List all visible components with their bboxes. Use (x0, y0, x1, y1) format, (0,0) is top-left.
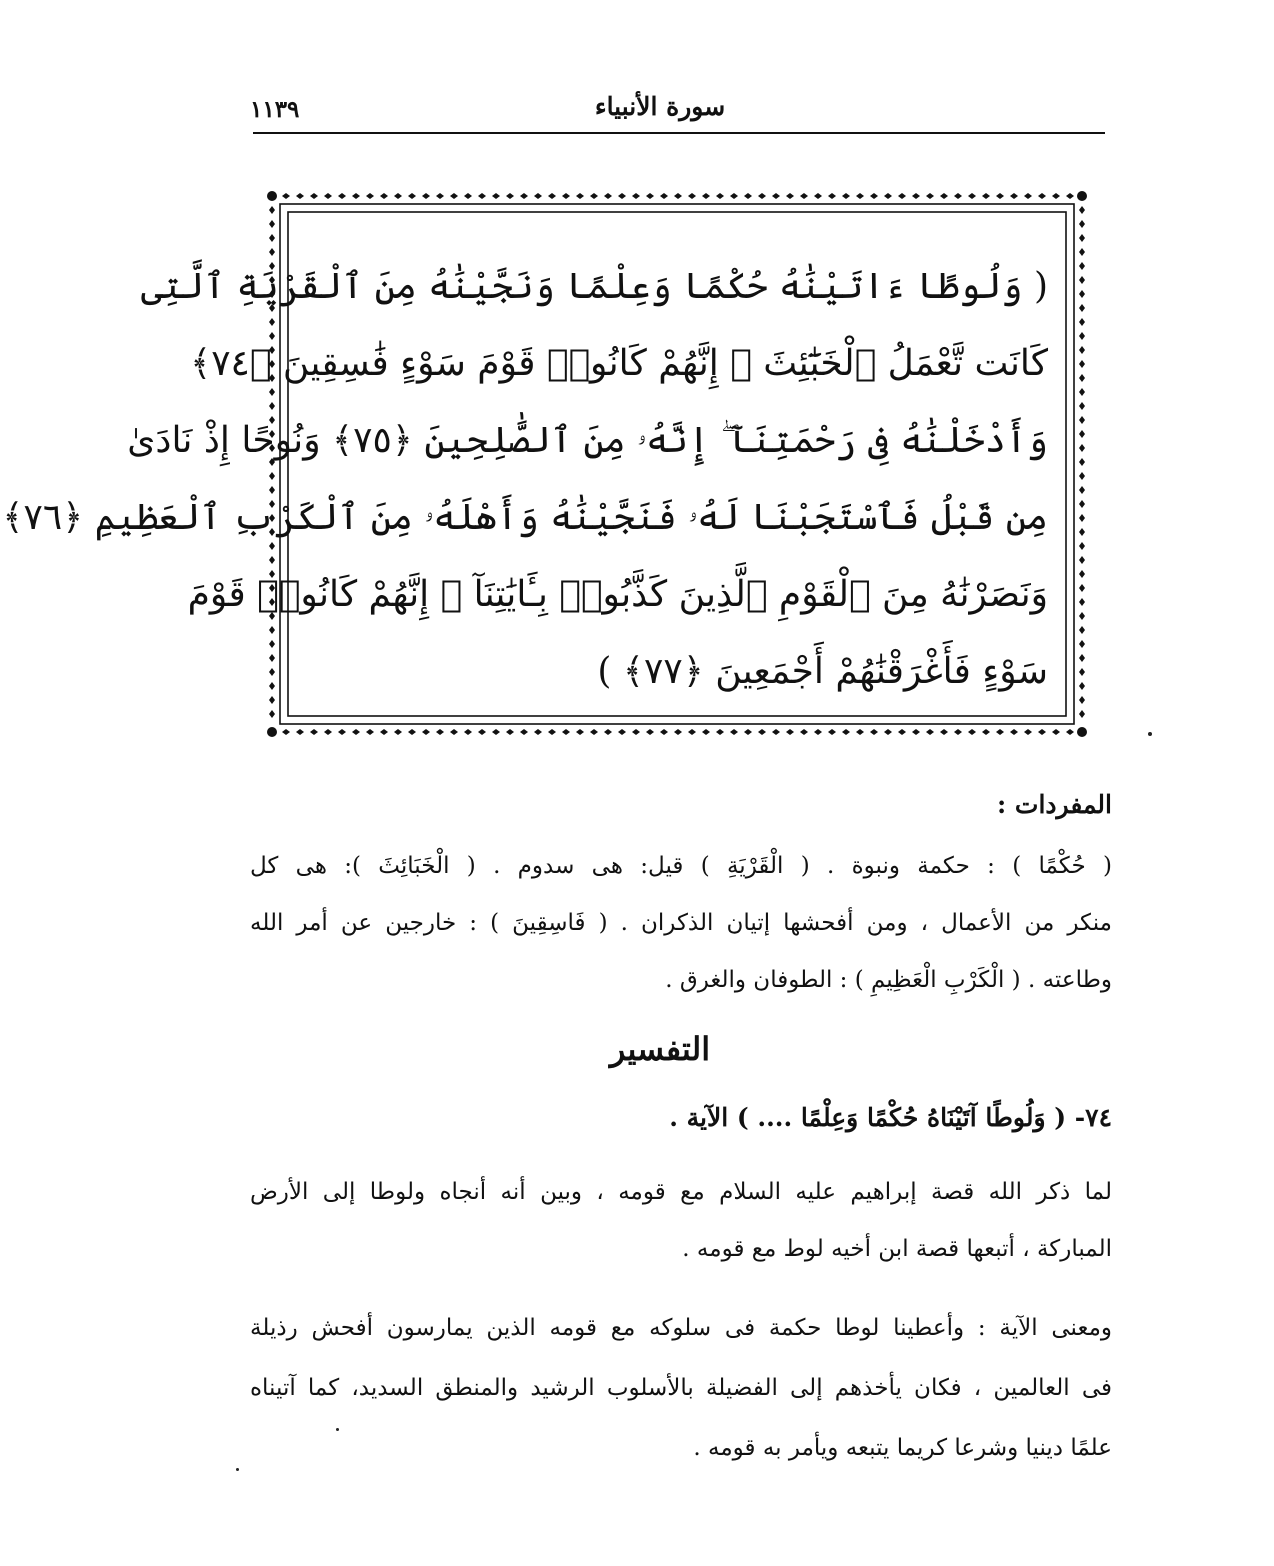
ornament-diamond (436, 729, 444, 735)
verse-line: وَنَصَرْنَٰهُ مِنَ ٱلْقَوْمِ ٱلَّذِينَ كَذَّبُوا۟ بِـَٔايَٰتِنَآ ۚ إِنَّهُمْ كَانُوا۟ قَوْمَ (187, 574, 1048, 615)
ornament-diamond (646, 729, 654, 735)
ornament-diamond (1038, 193, 1046, 199)
ornament-diamond (492, 193, 500, 199)
ornament-diamond (744, 729, 752, 735)
ornament-diamond (366, 729, 374, 735)
ornament-diamond (562, 193, 570, 199)
ornament-diamond (534, 193, 542, 199)
ornament-diamond (394, 729, 402, 735)
ornament-diamond (688, 729, 696, 735)
ornament-diamond (772, 193, 780, 199)
ornament-diamond (269, 696, 275, 704)
ornament-diamond (842, 193, 850, 199)
ornament-diamond (982, 729, 990, 735)
ornament-diamond (576, 729, 584, 735)
paragraph-line: ومعنى الآية : وأعطينا لوطا حكمة فى سلوكه مع قومه الذين يمارسون أفحش رذيلة (250, 1315, 1112, 1341)
ornament-diamond (548, 193, 556, 199)
ornament-diamond (1079, 346, 1085, 354)
ornament-diamond (1010, 193, 1018, 199)
ornament-diamond (828, 729, 836, 735)
ornament-diamond (1079, 290, 1085, 298)
ornament-diamond (1079, 514, 1085, 522)
ornament-diamond (464, 193, 472, 199)
ornament-diamond (758, 729, 766, 735)
ornament-diamond (1024, 193, 1032, 199)
ornament-diamond (520, 729, 528, 735)
ornament-diamond (338, 193, 346, 199)
vocabulary-line: منكر من الأعمال ، ومن أفحشها إتيان الذكران . ( فَاسِقِينَ ) : خارجين عن أمر الله (250, 910, 1112, 936)
paragraph-line: لما ذكر الله قصة إبراهيم عليه السلام مع قومه ، وبين أنه أنجاه ولوطا إلى الأرض (250, 1179, 1112, 1205)
ornament-diamond (1079, 486, 1085, 494)
page-number: ١١٣٩ (250, 96, 300, 123)
ornament-diamond (269, 234, 275, 242)
ornament-diamond (1079, 444, 1085, 452)
ornament-diamond (1079, 682, 1085, 690)
paragraph-line: المباركة ، أتبعها قصة ابن أخيه لوط مع قومه . (682, 1236, 1112, 1262)
ornament-diamond (394, 193, 402, 199)
ornament-diamond (464, 729, 472, 735)
ornament-diamond (450, 193, 458, 199)
ornament-diamond (380, 193, 388, 199)
ornament-diamond (380, 729, 388, 735)
ornament-diamond (870, 193, 878, 199)
ornament-diamond (1079, 528, 1085, 536)
ornament-diamond (590, 729, 598, 735)
ornament-diamond (660, 193, 668, 199)
ornament-diamond (408, 193, 416, 199)
ornament-diamond (674, 729, 682, 735)
scan-speck (236, 1468, 239, 1471)
scan-speck (1148, 732, 1152, 736)
ornament-diamond (576, 193, 584, 199)
ornament-diamond (450, 729, 458, 735)
ornament-diamond (1079, 318, 1085, 326)
ornament-diamond (296, 729, 304, 735)
tafsir-paragraph (250, 1164, 1112, 1278)
ornament-diamond (1024, 729, 1032, 735)
ornament-diamond (1079, 570, 1085, 578)
ornament-diamond (1079, 668, 1085, 676)
ornament-diamond (1038, 729, 1046, 735)
ornament-diamond (1079, 332, 1085, 340)
ornament-diamond (954, 193, 962, 199)
ornament-diamond (1079, 500, 1085, 508)
ornament-diamond (884, 193, 892, 199)
ornament-diamond (1066, 729, 1074, 735)
ornament-diamond (604, 729, 612, 735)
ornament-diamond (1079, 458, 1085, 466)
ornament-diamond (506, 729, 514, 735)
running-header-title: سورة الأنبياء (594, 92, 726, 121)
ornament-diamond (506, 193, 514, 199)
vocabulary-line: وطاعته . ( الْكَرْبِ الْعَظِيمِ ) : الطوفان والغرق . (665, 967, 1112, 993)
ornament-diamond (1079, 542, 1085, 550)
ornament-diamond (269, 640, 275, 648)
ornament-diamond (716, 193, 724, 199)
ornament-diamond (800, 193, 808, 199)
ornament-diamond (996, 193, 1004, 199)
tafsir-heading: التفسير (609, 1030, 711, 1068)
verse-line: سَوْءٍ فَأَغْرَقْنَٰهُمْ أَجْمَعِينَ ﴿٧٧﴾ ) (597, 651, 1048, 692)
ornament-diamond (1079, 402, 1085, 410)
ornament-diamond (1079, 220, 1085, 228)
ornament-diamond (408, 729, 416, 735)
ornament-diamond (688, 193, 696, 199)
ornament-diamond (366, 193, 374, 199)
ornament-diamond (352, 729, 360, 735)
ornament-diamond (940, 729, 948, 735)
ornament-diamond (1079, 360, 1085, 368)
verse-line: ( وَلُوطًا ءَاتَيْنَٰهُ حُكْمًا وَعِلْمًا وَنَجَّيْنَٰهُ مِنَ ٱلْقَرْيَةِ ٱلَّتِى (140, 266, 1048, 307)
ornament-diamond (1079, 598, 1085, 606)
ornament-diamond (282, 729, 290, 735)
ornament-diamond (1079, 276, 1085, 284)
ornament-diamond (660, 729, 668, 735)
paragraph-line: فى العالمين ، فكان يأخذهم إلى الفضيلة بالأسلوب الرشيد والمنطق السديد، كما آتيناه (250, 1375, 1112, 1401)
ornament-diamond (1052, 193, 1060, 199)
ornament-diamond (716, 729, 724, 735)
vocabulary-section (250, 838, 1112, 1009)
ornament-diamond (310, 193, 318, 199)
ornament-diamond (422, 193, 430, 199)
ornament-diamond (926, 729, 934, 735)
ornament-diamond (1079, 640, 1085, 648)
verse-frame (2, 190, 1088, 738)
ornament-diamond (269, 710, 275, 718)
ornament-diamond (1066, 193, 1074, 199)
quran-verses (2, 248, 1048, 710)
ornament-diamond (269, 682, 275, 690)
ornament-diamond (1079, 206, 1085, 214)
ornament-diamond (478, 729, 486, 735)
ornament-diamond (870, 729, 878, 735)
ornament-diamond (884, 729, 892, 735)
ornament-diamond (604, 193, 612, 199)
ornament-diamond (1079, 304, 1085, 312)
ornament-diamond (1079, 584, 1085, 592)
ornament-diamond (898, 193, 906, 199)
ornament-diamond (324, 193, 332, 199)
ornament-diamond (632, 729, 640, 735)
ornament-diamond (702, 193, 710, 199)
ornament-diamond (269, 668, 275, 676)
ornament-corner (267, 191, 277, 201)
ornament-diamond (1079, 626, 1085, 634)
header-rule (253, 132, 1105, 134)
ornament-diamond (1079, 416, 1085, 424)
ornament-diamond (730, 193, 738, 199)
ornament-diamond (310, 729, 318, 735)
ornament-diamond (912, 729, 920, 735)
ornament-diamond (422, 729, 430, 735)
ornament-diamond (758, 193, 766, 199)
verse-line: مِن قَبْلُ فَٱسْتَجَبْنَا لَهُۥ فَنَجَّيْنَٰهُ وَأَهْلَهُۥ مِنَ ٱلْكَرْبِ ٱلْعَظِيمِ ﴿٧٦﴾ (2, 497, 1048, 538)
ornament-diamond (954, 729, 962, 735)
ornament-diamond (269, 206, 275, 214)
ornament-diamond (940, 193, 948, 199)
vocabulary-line: ( حُكْمًا ) : حكمة ونبوة . ( الْقَرْيَةِ ) قيل: هى سدوم . ( الْخَبَائِثَ ): هى كل (250, 853, 1112, 879)
ornament-diamond (478, 193, 486, 199)
ornament-diamond (828, 193, 836, 199)
verse-line: كَانَت تَّعْمَلُ ٱلْخَبَٰٓئِثَ ۗ إِنَّهُمْ كَانُوا۟ قَوْمَ سَوْءٍ فَٰسِقِينَ ﴿٧٤﴾ (190, 343, 1048, 384)
ornament-diamond (534, 729, 542, 735)
ornament-diamond (926, 193, 934, 199)
ornament-diamond (646, 193, 654, 199)
ornament-diamond (730, 729, 738, 735)
ornament-diamond (618, 729, 626, 735)
ornament-diamond (1079, 612, 1085, 620)
ornament-diamond (996, 729, 1004, 735)
ornament-diamond (492, 729, 500, 735)
ornament-diamond (618, 193, 626, 199)
ornament-diamond (1079, 472, 1085, 480)
ornament-diamond (982, 193, 990, 199)
ornament-diamond (786, 729, 794, 735)
ornament-diamond (842, 729, 850, 735)
verse-line: وَأَدْخَلْنَٰهُ فِى رَحْمَتِنَآ ۖ إِنَّهُۥ مِنَ ٱلصَّٰلِحِينَ ﴿٧٥﴾ وَنُوحًا إِذْ نَادَىٰ (127, 420, 1048, 461)
ornament-diamond (296, 193, 304, 199)
ornament-diamond (1079, 430, 1085, 438)
paragraph-line: علمًا دينيا وشرعا كريما يتبعه ويأمر به قومه . (693, 1435, 1112, 1461)
ornament-diamond (814, 193, 822, 199)
ornament-diamond (1052, 729, 1060, 735)
ornament-diamond (674, 193, 682, 199)
ornament-diamond (632, 193, 640, 199)
ornament-diamond (352, 193, 360, 199)
ornament-diamond (814, 729, 822, 735)
ornament-diamond (1079, 696, 1085, 704)
ornament-diamond (548, 729, 556, 735)
tafsir-paragraph (250, 1298, 1112, 1478)
ornament-corner (1077, 191, 1087, 201)
ornament-diamond (282, 193, 290, 199)
ornament-diamond (800, 729, 808, 735)
ornament-diamond (1079, 556, 1085, 564)
ornament-diamond (324, 729, 332, 735)
ornament-diamond (1079, 234, 1085, 242)
ornament-diamond (786, 193, 794, 199)
ornament-diamond (269, 220, 275, 228)
ornament-diamond (1079, 262, 1085, 270)
ornament-diamond (338, 729, 346, 735)
ornament-diamond (856, 193, 864, 199)
ornament-diamond (968, 193, 976, 199)
ornament-diamond (1079, 248, 1085, 256)
ornament-diamond (562, 729, 570, 735)
ornament-diamond (968, 729, 976, 735)
ornament-diamond (1079, 374, 1085, 382)
ornament-diamond (269, 654, 275, 662)
ornament-diamond (898, 729, 906, 735)
ornament-diamond (856, 729, 864, 735)
scan-speck (336, 1428, 339, 1431)
verse-reference: ٧٤- ( وَلُوطًا آتَيْنَاهُ حُكْمًا وَعِلْمًا .... ) الآية . (669, 1103, 1112, 1132)
ornament-diamond (702, 729, 710, 735)
ornament-diamond (1079, 654, 1085, 662)
ornament-diamond (772, 729, 780, 735)
ornament-corner (267, 727, 277, 737)
vocabulary-heading: المفردات : (996, 790, 1112, 819)
ornament-diamond (436, 193, 444, 199)
ornament-diamond (744, 193, 752, 199)
ornament-diamond (1079, 388, 1085, 396)
ornament-diamond (590, 193, 598, 199)
ornament-corner (1077, 727, 1087, 737)
ornament-diamond (912, 193, 920, 199)
ornament-diamond (1079, 710, 1085, 718)
ornament-diamond (520, 193, 528, 199)
ornament-diamond (1010, 729, 1018, 735)
